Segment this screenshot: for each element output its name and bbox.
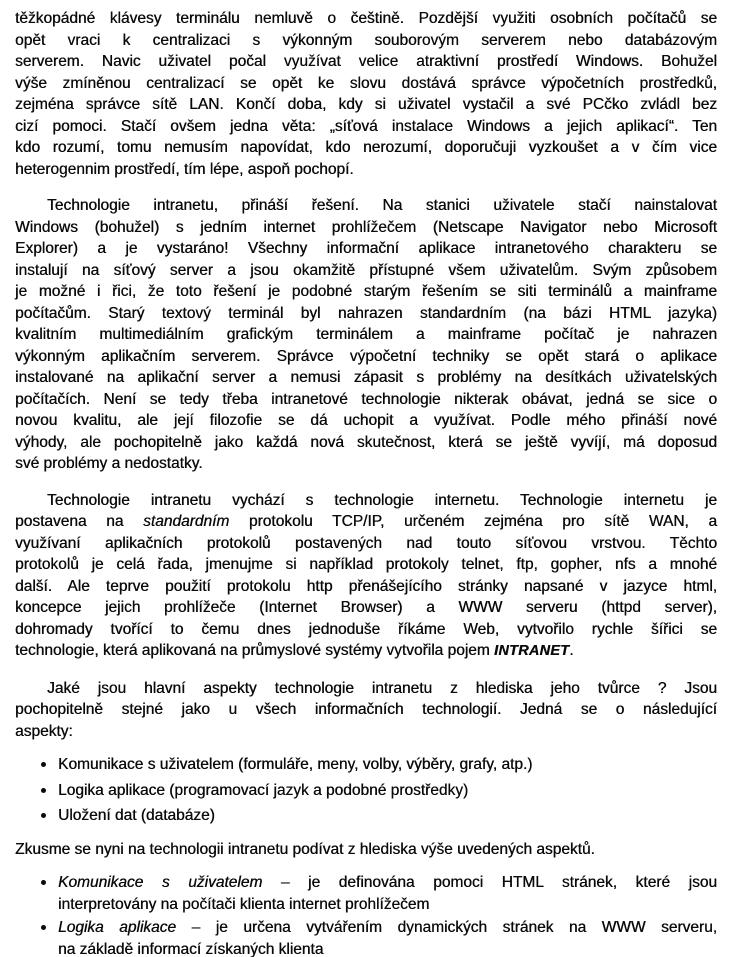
paragraph-2 <box>15 195 717 475</box>
text-line: své problémy a nedostatky. <box>15 455 203 472</box>
text-line <box>15 511 717 533</box>
text-line: serverem. Navic uživatel počal využívat velice atraktivní prostředí Windows. Bohužel <box>15 53 717 70</box>
text-line: novou kvalitu, ale její filozofie se dá uchopit a využívat. Podle mého přináší nové <box>15 412 717 429</box>
text-line: pochopitelně stejné jako u všech informačních technologií. Jedná se o následující <box>15 701 717 718</box>
list-item <box>15 754 717 776</box>
text-line <box>58 917 717 939</box>
text-line: Explorer) a je vystaráno! Všechny informační aplikace intranetového charakteru se <box>15 240 717 257</box>
text-line: Uložení dat (databáze) <box>58 807 215 824</box>
text-line: počítačích. Není se tedy třeba intranetové technologie nikterak obávat, jedná se sice o <box>15 390 717 408</box>
text-line: Zkusme se nyni na technologii intranetu podívat z hlediska výše uvedených aspektů. <box>15 840 595 858</box>
text-line: výhody, ale pochopitelně jako každá nová skutečnost, která se ještě vyvíjí, má doposud <box>15 433 717 451</box>
text-line: Windows (bohužel) s jedním internet prohlížečem (Netscape Navigator nebo Microsoft <box>15 218 717 236</box>
list-item <box>15 780 717 802</box>
text-line: cizí pomoci. Stačí ovšem jedna věta: „síťová instalace Windows a jejich aplikací“. Ten <box>15 117 717 135</box>
text-line: využívaní aplikačních protokolů postavených nad touto síťovou vrstvou. Těchto <box>15 534 717 552</box>
text-line: heterogennim prostředí, tím lépe, aspoň pochopí. <box>15 160 354 178</box>
text-line: je možné i řici, že toto řešení je podobné starým řešením se siti terminálů a mainframe <box>15 283 717 300</box>
list-item <box>15 917 717 957</box>
text-line: Technologie intranetu, přináší řešení. Na stanici uživatele stačí nainstalovat <box>47 197 717 214</box>
text-line: aspekty: <box>15 722 73 740</box>
emphasis-text: standardním <box>143 513 230 530</box>
text-run: postavena na <box>15 513 144 530</box>
aspect-list <box>15 754 717 827</box>
bullet-icon <box>41 925 46 930</box>
text-line: těžkopádné klávesy terminálu nemluvě o češtině. Pozdější využiti osobních počítačů se <box>15 10 717 27</box>
bullet-icon <box>41 813 46 818</box>
intranet-term: INTRANET <box>494 643 570 659</box>
paragraph-1 <box>15 8 717 180</box>
text-line <box>58 872 717 894</box>
text-line: koncepce jejich prohlížeče (Internet Browser) a WWW serveru (httpd server), <box>15 599 717 616</box>
text-line: Logika aplikace (programovací jazyk a podobné prostředky) <box>58 781 469 799</box>
emphasis-text: Komunikace s uživatelem <box>58 874 263 891</box>
text-run: – je definována pomoci HTML stránek, které jsou <box>262 874 717 891</box>
text-line: opět vraci k centralizaci s výkonným souborovým serverem nebo databázovým <box>15 31 717 49</box>
text-run: – je určena vytvářením dynamických stránek na WWW serveru, <box>176 919 718 936</box>
aspect-detail-list <box>15 872 717 957</box>
bullet-icon <box>41 880 46 885</box>
text-line: interpretovány na počítači klienta internet prohlížečem <box>58 895 430 913</box>
paragraph-4 <box>15 678 717 743</box>
list-item <box>15 872 717 915</box>
bullet-icon <box>41 762 46 767</box>
text-run: technologie, která aplikovaná na průmyslové systémy vytvořila pojem <box>15 642 495 659</box>
emphasis-text: Logika aplikace <box>58 919 177 936</box>
list-item <box>15 805 717 827</box>
text-line: kvalitním multimediálním grafickým terminálem a mainframe počítač je nahrazen <box>15 326 717 343</box>
text-line: zejména správce sítě LAN. Končí doba, kdy si uživatel vystačil a své PCčko zvládl bez <box>15 96 717 113</box>
text-line: protokolů je celá řada, jmenujme si například protokoly telnet, ftp, gopher, nfs a mnohé <box>15 556 717 573</box>
paragraph-3 <box>15 490 717 663</box>
text-line: na základě informací získaných klienta <box>58 940 324 957</box>
text-line: počítačům. Starý textový terminál byl nahrazen standardním (na bázi HTML jazyka) <box>15 304 717 322</box>
text-line <box>15 640 717 663</box>
text-line: dohromady tvořící to čemu dnes jednoduše říkáme Web, vytvořilo rychle šířici se <box>15 620 717 638</box>
text-line: Komunikace s uživatelem (formuláře, meny, volby, výběry, grafy, atp.) <box>58 756 533 773</box>
text-line: výkonným aplikačním serverem. Správce výpočetní techniky se opět stará o aplikace <box>15 347 717 365</box>
text-line: Jaké jsou hlavní aspekty technologie intranetu z hlediska jeho tvůrce ? Jsou <box>47 679 717 697</box>
text-line: Technologie intranetu vychází s technologie internetu. Technologie internetu je <box>47 491 717 509</box>
paragraph-5 <box>15 839 717 861</box>
text-line: výše zmíněnou centralizací se opět ke slovu dostává správce výpočetních prostředků, <box>15 74 717 92</box>
text-run: protokolu TCP/IP, určeném zejména pro sítě WAN, a <box>229 513 717 530</box>
text-run: . <box>569 642 574 659</box>
text-line: další. Ale teprve použití protokolu http přenášejícího stránky napsané v jazyce html, <box>15 577 717 595</box>
bullet-icon <box>41 788 46 793</box>
text-line: instalované na aplikační server a nemusi zápasit s problémy na desítkách uživatelských <box>15 369 717 386</box>
text-line: instalují na síťový server a jsou okamžitě přístupné všem uživatelům. Svým způsobem <box>15 261 717 279</box>
text-line: kdo rozumí, tomu nemusím napovídat, kdo nerozumí, doporučuji vyzkoušet a v čím vice <box>15 139 717 156</box>
